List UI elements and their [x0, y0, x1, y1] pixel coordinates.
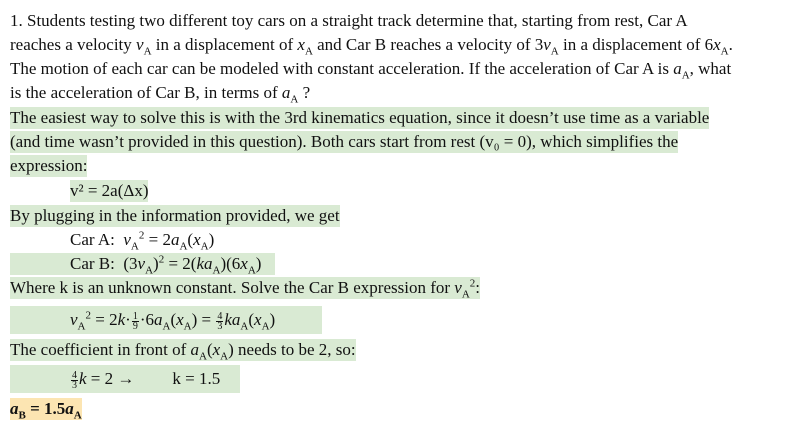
solve-equation: $v_A^2 = 2k\cdot$ $\frac{1}{9}$ $\cdot 6a_A(x_A)$ = $\frac{4}{3}$ $ka_A(x_A)$	[10, 306, 322, 334]
question-line-4: is the acceleration of Car B, in terms of $a_A$ ?	[10, 83, 311, 106]
k-equation: $\frac{4}{3}$ k = 2 → k = 1.5	[10, 365, 240, 393]
final-answer: $a_B = 1.5a_A$	[10, 399, 82, 422]
explanation-line-2: (and time wasn’t provided in this question). Both cars start from rest (v₀ = 0), which simplifies the	[10, 132, 679, 151]
question-line-1: 1. Students testing two different toy cars on a straight track determine that, starting from rest, Car A	[10, 11, 688, 30]
coefficient-line: The coefficient in front of $a_A(x_A)$ needs to be 2, so:	[10, 340, 356, 363]
plug-intro: By plugging in the information provided, we get	[10, 206, 340, 225]
where-line: Where k is an unknown constant. Solve the Car B expression for $v_A^2$:	[10, 277, 481, 301]
explanation-line-1: The easiest way to solve this is with the 3rd kinematics equation, since it doesn’t use time as a variable	[10, 108, 710, 127]
question-line-2: reaches a velocity $v_A$ in a displacement of $x_A$ and Car B reaches a velocity of $3v_A$ in a displacement of $6x_A$.	[10, 35, 733, 58]
car-b-equation: Car B: $(3v_A)^2 = 2(ka_A)(6x_A)$	[10, 253, 275, 275]
question-line-3: The motion of each car can be modeled with constant acceleration. If the acceleration of Car A is $a_A$, what	[10, 59, 732, 82]
explanation-line-3: expression:	[10, 156, 88, 175]
car-a-equation: Car A: $v_A^2 = 2a_A(x_A)$	[70, 229, 215, 253]
kinematics-equation: v² = 2a(Δx)	[70, 181, 149, 200]
